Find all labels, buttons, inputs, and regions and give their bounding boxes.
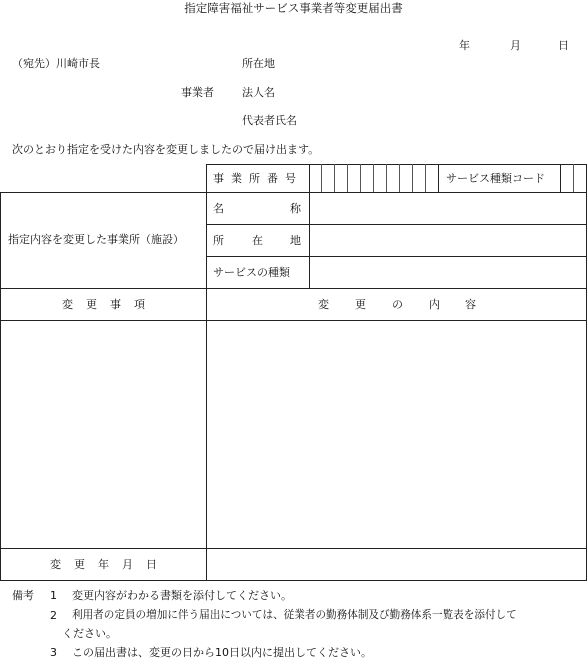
document-title: 指定障害福祉サービス事業者等変更届出書 [184, 1, 403, 15]
change-date-char: 更 [74, 558, 85, 571]
note-text: この届出書は、変更の日から10日以内に提出してください。 [72, 646, 372, 659]
representative-label: 代表者氏名 [242, 114, 297, 127]
note-number: 2 [50, 609, 57, 622]
business-no-char: 番 [267, 172, 278, 185]
change-notification-table [0, 164, 587, 581]
note-number: 3 [50, 646, 57, 659]
change-content-char: 更 [355, 298, 366, 311]
business-no-char: 号 [285, 172, 296, 185]
business-no-char: 業 [231, 172, 242, 185]
addressee: （宛先）川崎市長 [12, 57, 100, 70]
change-item-char: 項 [134, 298, 145, 311]
note-text: 変更内容がわかる書類を添付してください。 [72, 589, 292, 602]
business-no-char: 事 [213, 172, 224, 185]
intro-text: 次のとおり指定を受けた内容を変更しましたので届け出ます。 [12, 143, 320, 156]
change-date-char: 年 [98, 558, 109, 571]
change-date-char: 変 [50, 558, 61, 571]
applicant-label: 事業者 [181, 86, 214, 99]
change-item-char: 事 [110, 298, 121, 311]
service-code-label: サービス種類コード [446, 172, 545, 185]
name-label-char: 称 [290, 202, 301, 215]
change-content-char: 変 [318, 298, 329, 311]
location-label: 所在地 [242, 57, 275, 70]
note-text-continued: ください。 [62, 627, 117, 640]
date-year-label: 年 [459, 39, 470, 52]
service-type-label: サービスの種類 [213, 266, 290, 279]
date-day-label: 日 [558, 39, 569, 52]
corp-name-label: 法人名 [242, 86, 275, 99]
notes-label: 備考 [12, 589, 34, 602]
change-content-char: 内 [429, 298, 440, 311]
date-month-label: 月 [510, 39, 521, 52]
change-date-char: 月 [122, 558, 133, 571]
change-date-char: 日 [146, 558, 157, 571]
note-text: 利用者の定員の増加に伴う届出については、従業者の勤務体制及び勤務体系一覧表を添付して [72, 609, 517, 621]
change-content-char: 容 [465, 298, 476, 311]
name-label-char: 名 [213, 202, 224, 215]
change-date-field[interactable] [207, 549, 586, 580]
change-content-char: の [392, 298, 403, 311]
business-no-char: 所 [249, 172, 260, 185]
change-content-field[interactable] [207, 321, 586, 548]
change-item-char: 更 [86, 298, 97, 311]
change-item-char: 変 [62, 298, 73, 311]
change-item-field[interactable] [1, 321, 206, 548]
address-label-char: 地 [290, 234, 301, 247]
facility-label: 指定内容を変更した事業所（施設） [8, 233, 184, 246]
address-label-char: 在 [252, 234, 263, 247]
note-number: 1 [50, 589, 57, 602]
address-label-char: 所 [213, 234, 224, 247]
